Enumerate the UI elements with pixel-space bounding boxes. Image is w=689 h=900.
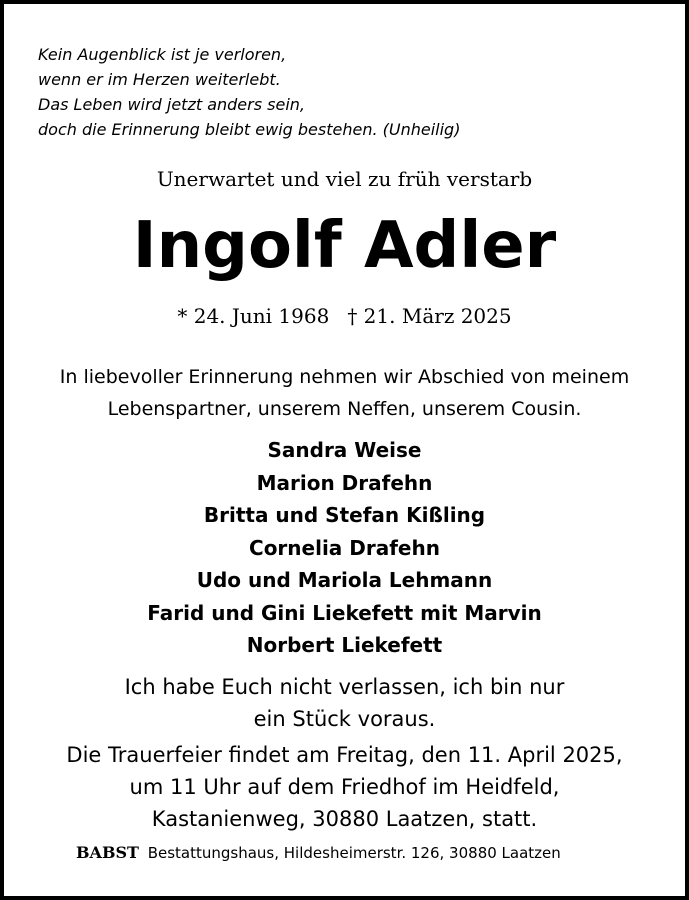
- mourner-name: Cornelia Drafehn: [249, 535, 440, 560]
- quote-line: Ich habe Euch nicht verlassen, ich bin nur: [124, 675, 565, 699]
- farewell-line: Lebenspartner, unserem Neffen, unserem Cousin.: [107, 398, 582, 420]
- deceased-name: Ingolf Adler: [132, 209, 557, 283]
- farewell-line: In liebevoller Erinnerung nehmen wir Abschied von meinem: [59, 366, 630, 388]
- farewell-text: [4, 361, 685, 425]
- poem: [38, 42, 460, 142]
- poem-line: Kein Augenblick ist je verloren,: [38, 45, 287, 64]
- funeral-home-address: Bestattungshaus, Hildesheimerstr. 126, 30880 Laatzen: [147, 844, 561, 862]
- mourner-name: Sandra Weise: [267, 438, 422, 462]
- funeral-home-footer: [76, 843, 561, 862]
- life-dates: [4, 304, 685, 328]
- poem-line: doch die Erinnerung bleibt ewig bestehen. (Unheilig): [38, 120, 461, 139]
- intro-text: Unerwartet und viel zu früh verstarb: [156, 167, 533, 191]
- ceremony-info: [4, 739, 685, 835]
- ceremony-line: um 11 Uhr auf dem Friedhof im Heidfeld,: [129, 775, 560, 799]
- mourner-name: Udo und Mariola Lehmann: [196, 568, 493, 592]
- mourner-name: Britta und Stefan Kißling: [203, 503, 486, 527]
- mourners-list: [4, 434, 685, 662]
- quote: [4, 671, 685, 735]
- poem-line: wenn er im Herzen weiterlebt.: [38, 70, 281, 89]
- funeral-home-logo: BABST: [76, 843, 139, 862]
- death-date: † 21. März 2025: [347, 304, 512, 328]
- birth-date: * 24. Juni 1968: [177, 304, 330, 328]
- poem-line: Das Leben wird jetzt anders sein,: [38, 95, 305, 114]
- mourner-name: Farid und Gini Liekefett mit Marvin: [147, 600, 542, 625]
- ceremony-line: Die Trauerfeier findet am Freitag, den 11. April 2025,: [66, 743, 623, 767]
- ceremony-line: Kastanienweg, 30880 Laatzen, statt.: [151, 807, 538, 831]
- mourner-name: Norbert Liekefett: [246, 633, 443, 657]
- mourner-name: Marion Drafehn: [256, 470, 433, 495]
- quote-line: ein Stück voraus.: [253, 707, 436, 731]
